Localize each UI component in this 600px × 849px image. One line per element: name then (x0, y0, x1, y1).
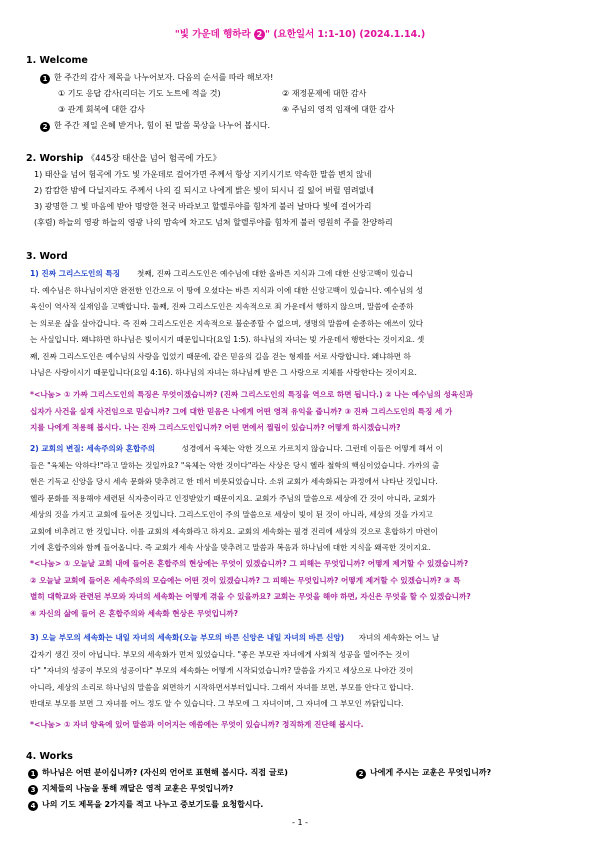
sharing-label: *<나눔> (30, 559, 62, 568)
hymn-refrain: (후렴) 하늘의 영광 하늘의 영광 나의 맘속에 차고도 넘쳐 할렐루야를 힘차게 불러 영원히 주를 찬양하리 (34, 218, 393, 227)
sharing-questions-1: *<나눔> ① 가짜 그리스도인의 특징은 무엇이겠습니까? (진짜 그리스도인의 특징을 역으로 하면 됩니다.) ② 나는 예수님의 성육신과 십자가 사건을 실재 사건임으로 믿습니까? 그에 대한 믿음은 나에게 어떤 영적 유익을 줍니까? ③ 진짜 그리스도인의 특징 세 가 지를 나에게 적용해 봅시다. 나는 진짜 그리스도인입니까? 어떤 면에서 찔림이 있습니까? 어떻게 하시겠습니까? (30, 390, 473, 432)
welcome-sub-3: ③ 관계 회복에 대한 감사 (58, 105, 145, 114)
hymn-verse-1: 1) 태산을 넘어 험곡에 가도 빛 가운데로 걸어가면 주께서 항상 지키시기로 약속한 말씀 변치 않네 (34, 170, 372, 179)
section-heading-works: 4. Works (26, 751, 73, 762)
page-number: - 1 - (292, 818, 308, 827)
sharing-questions-2: *<나눔> ① 오늘날 교회 내에 들어온 혼합주의 현상에는 무엇이 있겠습니까? 그 피해는 무엇입니까? 어떻게 제거할 수 있겠습니까? ② 오늘날 교회에 들어온 세속주의의 모습에는 어떤 것이 있겠습니까? 그 피해는 무엇입니까? 어떻게 제거할 수 있겠습니까? ③ 특 별히 대학교와 관련된 부모와 자녀의 세속화는 어떻게 겪을 수 있을까요? 교회는 무엇을 해야 하면, 자신은 무엇을 할 수 있겠습니까? ④ 자신의 삶에 들어 온 혼합주의와 세속화 현상은 무엇입니까? (30, 559, 471, 618)
bullet-icon: 2 (40, 122, 50, 132)
welcome-item-2: 2 한 주간 제일 은혜 받거나, 힘이 된 말씀 묵상을 나누어 봅시다. (40, 120, 270, 132)
section-heading-word: 3. Word (26, 251, 68, 262)
sharing-label: *<나눔> (30, 390, 62, 399)
subsection-title-2: 2) 교회의 변질: 세속주의와 혼합주의 (30, 444, 156, 453)
section-heading-worship: 2. Worship 《445장 태산을 넘어 험곡에 가도》 (26, 153, 222, 164)
works-item-4: 4 나의 기도 제목을 2가지를 적고 나누고 중보기도를 요청합시다. (28, 799, 263, 811)
sharing-label: *<나눔> (30, 720, 62, 729)
sharing-questions-3: *<나눔> ① 자녀 양육에 있어 말씀과 이어지는 애씀에는 무엇이 있습니까? 정직하게 진단해 봅시다. (30, 720, 364, 729)
bullet-icon: 1 (28, 769, 38, 779)
works-item-1: 1 하나님은 어떤 분이십니까? (자신의 언어로 표현해 봅시다. 직접 글로) (28, 767, 288, 779)
page-title: "빛 가운데 행하라 2 " (요한일서 1:1-10) (2024.1.14.) (174, 29, 426, 40)
bullet-icon: 3 (28, 785, 38, 795)
subsection-title-3: 3) 오늘 부모의 세속화는 내일 자녀의 세속화(오늘 부모의 바른 신앙은 내일 자녀의 바른 신앙) (30, 633, 345, 642)
welcome-sub-2: ② 재정문제에 대한 감사 (282, 89, 367, 98)
works-item-2: 2 나에게 주시는 교훈은 무엇입니까? (356, 767, 491, 779)
hymn-verse-3: 3) 광명한 그 빛 마음에 받아 명랑한 천국 바라보고 할렐루야를 힘차게 불러 날마다 빛에 걸어가리 (34, 202, 372, 211)
section-heading-welcome: 1. Welcome (26, 55, 88, 66)
hymn-verse-2: 2) 캄캄한 밤에 다닐지라도 주께서 나의 길 되시고 나에게 밝은 빛이 되시니 길 잃어 버릴 염려없네 (34, 186, 375, 195)
hymn-title: 《445장 태산을 넘어 험곡에 가도》 (86, 154, 222, 164)
welcome-item-1: 1 한 주간의 감사 제목을 나누어보자. 다음의 순서를 따라 해보자! (40, 72, 273, 84)
word-paragraph-1: 1) 진짜 그리스도인의 특징 첫째, 진짜 그리스도인은 예수님에 대한 올바른 지식과 그에 대한 신앙고백이 있습니 다. 예수님은 하나님이지만 완전한 인간으로 이 땅에 오셨다는 바른 지식과 이에 대한 신앙고백이 있습니다. 예수님의 성 육신이 역사적 실재임을 고백합니다. 둘째, 진짜 그리스도인은 지속적으로 죄 가운데서 행하지 않으며, 말씀에 순종하 는 의로운 삶을 살아갑니다. 즉 진짜 그리스도인은 지속적으로 불순종할 수 없으며, 생명의 말씀에 순종하는 애쓰이 있다 는 사실입니다. 왜냐하면 하나님은 빛이시기 때문입니다(요일 1:5). 하나님의 자녀는 빛 가운데서 행한다는 것이지요. 셋 째, 진짜 그리스도인은 예수님의 사랑을 입었기 때문에, 같은 믿음의 길을 걷는 형제를 서로 사랑합니다. 왜냐하면 하 나님은 사랑이시기 때문입니다(요일 4:16). 하나님의 자녀는 하나님께 받은 그 사랑으로 지체를 사랑한다는 것이지요. (30, 269, 425, 377)
number-badge: 2 (254, 29, 265, 40)
subsection-title-1: 1) 진짜 그리스도인의 특징 (30, 269, 121, 278)
bullet-icon: 4 (28, 801, 38, 811)
bullet-icon: 2 (356, 769, 366, 779)
word-paragraph-2: 2) 교회의 변질: 세속주의와 혼합주의 성경에서 육체는 악한 것으로 가르치지 않습니다. 그런데 이들은 어떻게 해서 이 들은 "육체는 악하다!"라고 말하는 것일까요? "육체는 악한 것이다"라는 사상은 당시 헬라 철학의 핵심이었습니다. 가까의 출 현은 기독교 신앙을 당시 세속 문화와 맞추려고 한 데서 비롯되었습니다. 소위 교회가 세속화되는 과정에서 나타난 것입니다. 헬라 문화를 적용해야 세련된 식자층이라고 인정받았기 때문이지요. 교회가 주님의 말씀으로 세상에 간 것이 아니라, 교회가 세상의 것을 가지고 교회에 들어온 것입니다. 그리스도인이 주의 말씀으로 세상이 빛이 된 것이 아니라, 세상의 것을 가지고 교회에 비추려고 한 것입니다. 이를 교회의 세속화라고 하지요. 교회의 세속화는 필경 진리에 세상의 것으로 혼합하기 마련이 기에 혼합주의와 함께 들어옵니다. 즉 교회가 세속 사상을 맞추려고 말씀과 복음과 하나님에 대한 지식을 왜곡한 것이지요. (30, 444, 443, 552)
works-item-3: 3 지체들의 나눔을 통해 깨달은 영적 교훈은 무엇입니까? (28, 783, 233, 795)
word-paragraph-3: 3) 오늘 부모의 세속화는 내일 자녀의 세속화(오늘 부모의 바른 신앙은 내일 자녀의 바른 신앙) 자녀의 세속화는 어느 날 갑자기 생긴 것이 아닙니다. 부모의 세속화가 먼저 있었습니다. "좋은 부모란 자녀에게 사회적 성공을 열어주는 것이 다" "자녀의 성공이 부모의 성공이다" 부모의 세속화는 어떻게 시작되었습니까? 말씀을 가지고 세상으로 나아간 것이 아니라, 세상의 소리로 하나님의 말씀을 외면하기 시작하면서부터입니다. 그래서 자녀를 보면, 부모를 안다고 합니다. 반대로 부모를 보면 그 자녀를 어느 정도 알 수 있습니다. 그 부모에 그 자녀이며, 그 자녀에 그 부모인 까닭입니다. (30, 633, 440, 708)
welcome-sub-1: ① 기도 응답 감사(리더는 기도 노트에 적을 것) (58, 89, 221, 98)
welcome-sub-4: ④ 주님의 영적 임재에 대한 감사 (282, 105, 395, 114)
bullet-icon: 1 (40, 74, 50, 84)
